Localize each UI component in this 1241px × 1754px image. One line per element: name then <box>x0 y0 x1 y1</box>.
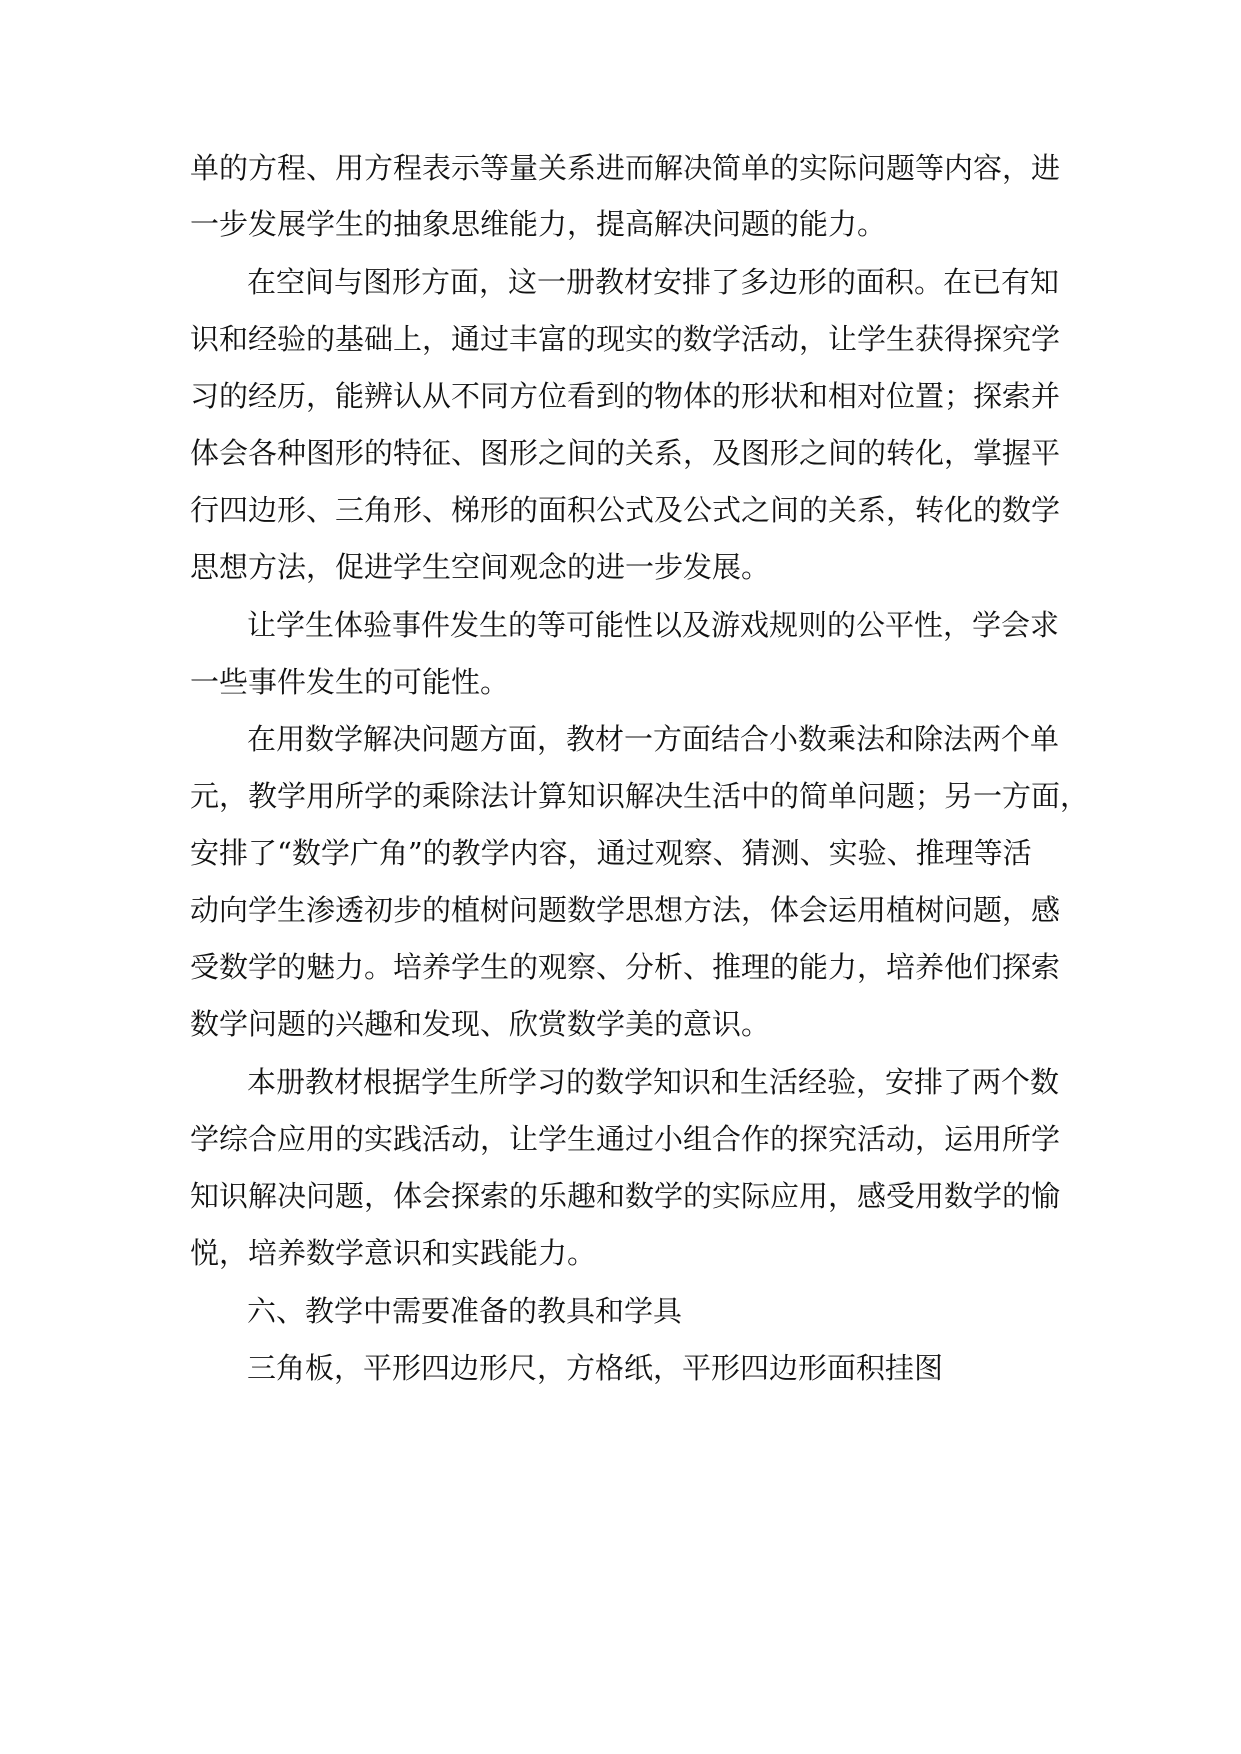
text-line: 思想方法，促进学生空间观念的进一步发展。 <box>190 550 771 584</box>
text-line: 行四边形、三角形、梯形的面积公式及公式之间的关系，转化的数学 <box>190 493 1061 527</box>
text-line: 习的经历，能辨认从不同方位看到的物体的形状和相对位置；探索并 <box>190 379 1061 413</box>
paragraph-first-line: 三角板，平形四边形尺，方格纸，平形四边形面积挂图 <box>247 1351 944 1385</box>
text-line: 安排了“数学广角”的教学内容，通过观察、猜测、实验、推理等活 <box>190 836 1032 870</box>
text-line: 学综合应用的实践活动，让学生通过小组合作的探究活动，运用所学 <box>190 1122 1061 1156</box>
text-line: 悦，培养数学意识和实践能力。 <box>190 1236 597 1270</box>
text-line: 受数学的魅力。培养学生的观察、分析、推理的能力，培养他们探索 <box>190 950 1061 984</box>
text-line: 数学问题的兴趣和发现、欣赏数学美的意识。 <box>190 1007 771 1041</box>
text-line: 识和经验的基础上，通过丰富的现实的数学活动，让学生获得探究学 <box>190 322 1061 356</box>
text-line: 元，教学用所学的乘除法计算知识解决生活中的简单问题；另一方面， <box>190 779 1090 813</box>
text-line: 知识解决问题，体会探索的乐趣和数学的实际应用，感受用数学的愉 <box>190 1179 1061 1213</box>
text-line: 一些事件发生的可能性。 <box>190 665 510 699</box>
paragraph-first-line: 让学生体验事件发生的等可能性以及游戏规则的公平性，学会求 <box>247 608 1060 642</box>
paragraph-first-line: 本册教材根据学生所学习的数学知识和生活经验，安排了两个数 <box>247 1065 1060 1099</box>
section-heading: 六、教学中需要准备的教具和学具 <box>247 1294 683 1328</box>
paragraph-first-line: 在用数学解决问题方面，教材一方面结合小数乘法和除法两个单 <box>247 722 1060 756</box>
text-line: 动向学生渗透初步的植树问题数学思想方法，体会运用植树问题，感 <box>190 893 1061 927</box>
text-line: 单的方程、用方程表示等量关系进而解决简单的实际问题等内容，进 <box>190 151 1061 185</box>
text-line: 体会各种图形的特征、图形之间的关系，及图形之间的转化，掌握平 <box>190 436 1061 470</box>
paragraph-first-line: 在空间与图形方面，这一册教材安排了多边形的面积。在已有知 <box>247 265 1060 299</box>
text-line: 一步发展学生的抽象思维能力，提高解决问题的能力。 <box>190 207 887 241</box>
